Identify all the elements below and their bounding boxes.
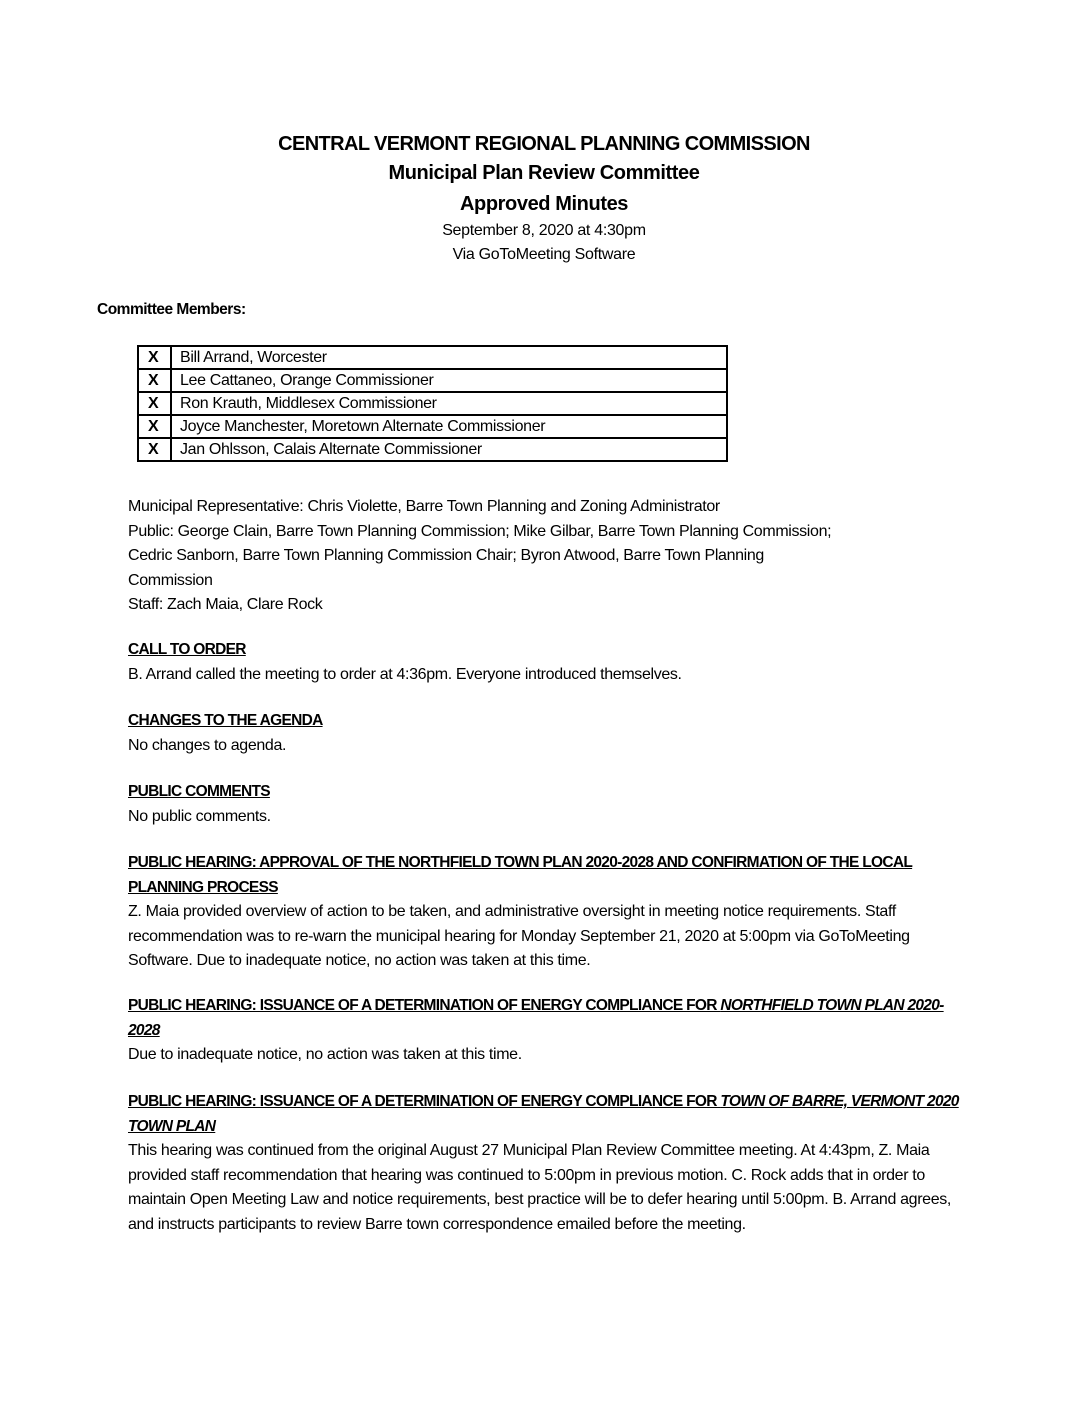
- heading-text: PUBLIC HEARING: ISSUANCE OF A DETERMINATION OF ENERGY COMPLIANCE FOR: [128, 1093, 721, 1110]
- section-body: No public comments.: [128, 807, 271, 825]
- document-title: Approved Minutes: [459, 193, 629, 215]
- section-body: Z. Maia provided overview of action to be taken, and administrative oversight in meeting notice requirements. Staff recommendation was to re-warn the municipal hearing for Monday September 21, 2020 at 5:00pm via GoToMeeting Software. Due to inadequate notice, no action was taken at this time.: [128, 903, 910, 969]
- attendance-mark: X: [138, 346, 171, 369]
- attendance-mark: X: [138, 415, 171, 438]
- attendees-block: [128, 495, 978, 618]
- table-row: [138, 346, 727, 369]
- section-heading: [128, 994, 973, 1043]
- table-row: [138, 369, 727, 392]
- municipal-representative: Municipal Representative: Chris Violette, Barre Town Planning and Zoning Administrator: [128, 498, 720, 515]
- member-name: Joyce Manchester, Moretown Alternate Commissioner: [171, 415, 727, 438]
- attendance-mark: X: [138, 369, 171, 392]
- table-row: [138, 392, 727, 415]
- meeting-venue: Via GoToMeeting Software: [452, 246, 636, 263]
- member-name: Lee Cattaneo, Orange Commissioner: [171, 369, 727, 392]
- public-attendees-line: Public: George Clain, Barre Town Planning Commission; Mike Gilbar, Barre Town Planning Commission;: [128, 522, 832, 540]
- public-attendees-line: Cedric Sanborn, Barre Town Planning Commission Chair; Byron Atwood, Barre Town Planning: [128, 547, 764, 564]
- committee-members-table: [137, 345, 728, 462]
- section-body: Due to inadequate notice, no action was taken at this time.: [128, 1046, 522, 1063]
- committee-members-label: Committee Members:: [97, 301, 246, 318]
- heading-text: PUBLIC HEARING: ISSUANCE OF A DETERMINATION OF ENERGY COMPLIANCE FOR: [128, 997, 721, 1014]
- section-call-to-order: [128, 638, 968, 687]
- member-name: Jan Ohlsson, Calais Alternate Commissioner: [171, 438, 727, 461]
- section-body: This hearing was continued from the original August 27 Municipal Plan Review Committee meeting. At 4:43pm, Z. Maia provided staff recommendation that hearing was continued to 5:00pm in previous motion. C. Rock adds that in order to maintain Open Meeting Law and notice requirements, best practice will be to defer hearing until 5:00pm. B. Arrand agrees, and instructs participants to review Barre town correspondence emailed before the meeting.: [128, 1142, 952, 1233]
- heading-italic-text: TOWN OF BARRE, VERMONT 2020 TOWN PLAN: [128, 1093, 959, 1135]
- organization-name: CENTRAL VERMONT REGIONAL PLANNING COMMISSION: [278, 133, 810, 155]
- document-header: [0, 131, 1088, 267]
- section-changes-to-agenda: [128, 709, 968, 758]
- section-northfield-energy-hearing: [128, 994, 973, 1068]
- section-heading: PUBLIC HEARING: APPROVAL OF THE NORTHFIELD TOWN PLAN 2020-2028 AND CONFIRMATION OF THE LOCAL PLANNING PROCESS: [128, 854, 913, 896]
- table-row: [138, 415, 727, 438]
- meeting-date-time: September 8, 2020 at 4:30pm: [442, 222, 646, 239]
- section-body: B. Arrand called the meeting to order at 4:36pm. Everyone introduced themselves.: [128, 665, 682, 683]
- committee-name: Municipal Plan Review Committee: [388, 162, 700, 184]
- member-name: Ron Krauth, Middlesex Commissioner: [171, 392, 727, 415]
- member-name: Bill Arrand, Worcester: [171, 346, 727, 369]
- section-heading: [128, 1090, 963, 1139]
- staff-attendees: Staff: Zach Maia, Clare Rock: [128, 596, 323, 613]
- section-heading: CHANGES TO THE AGENDA: [128, 712, 323, 729]
- section-body: No changes to agenda.: [128, 736, 287, 754]
- section-public-comments: [128, 780, 968, 829]
- heading-italic-text: NORTHFIELD TOWN PLAN 2020-2028: [128, 997, 944, 1039]
- table-row: [138, 438, 727, 461]
- public-attendees-line: Commission: [128, 571, 213, 589]
- attendance-mark: X: [138, 438, 171, 461]
- section-heading: CALL TO ORDER: [128, 641, 246, 658]
- section-barre-energy-hearing: [128, 1090, 963, 1237]
- section-northfield-plan-hearing: [128, 851, 963, 974]
- attendance-mark: X: [138, 392, 171, 415]
- section-heading: PUBLIC COMMENTS: [128, 783, 270, 800]
